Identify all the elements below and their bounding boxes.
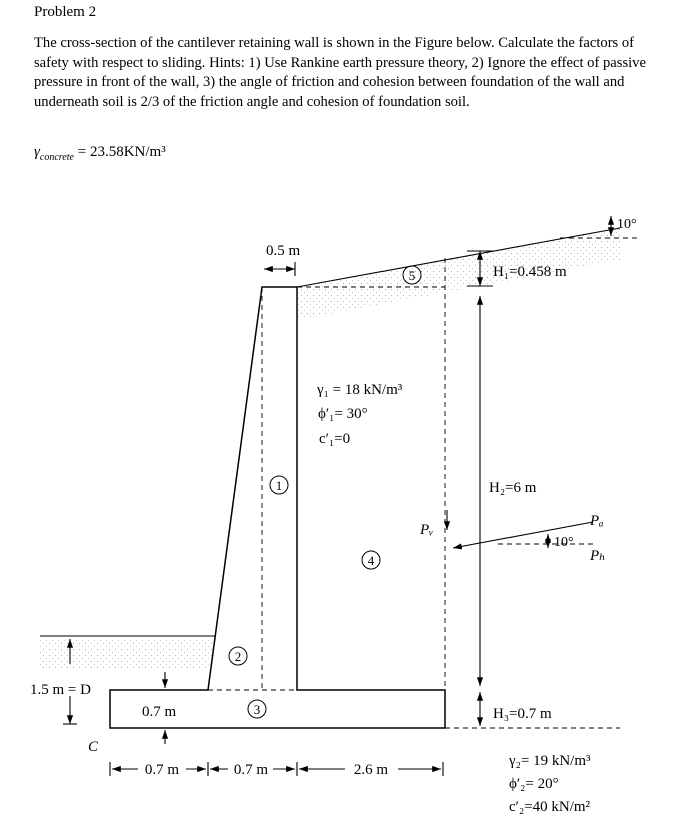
soil1-phi: ϕ′₁= 30°: [318, 406, 368, 422]
problem-statement: The cross-section of the cantilever retaining wall is shown in the Figure below. Calculate the factors of safety with respect to sliding. Hints: 1) Use Rankine earth pressure theory, 2) Ignore the effect of passive pressure in front of the wall, 3) the angle of friction and cohesion between foundation of the wall and underneath soil is 2/3 of the friction angle and cohesion of foundation soil.: [34, 35, 646, 110]
front-depth-label: 1.5 m = D: [30, 682, 91, 698]
ph-label: Pₕ: [590, 548, 606, 564]
soil1-gamma: γ₁ = 18 kN/m³: [317, 382, 403, 398]
region-label-1: 1: [275, 478, 283, 493]
force-angle-label: 10°: [554, 535, 574, 550]
soil2-phi: ϕ′₂= 20°: [509, 776, 559, 792]
gamma-value: = 23.58KN/m³: [73, 144, 166, 160]
base-thickness-label: 0.7 m: [142, 704, 177, 720]
gamma-symbol: γ: [34, 144, 40, 160]
region-label-3: 3: [253, 702, 261, 717]
soil1-cohesion: c′₁=0: [319, 431, 351, 447]
soil2-cohesion: c′₂=40 kN/m²: [509, 799, 591, 815]
h2-label: H₂=6 m: [489, 480, 537, 496]
pv-label: Pᵥ: [420, 522, 434, 538]
region-label-2: 2: [234, 649, 242, 664]
h3-label: H₃=0.7 m: [493, 706, 552, 722]
region-label-4: 4: [367, 553, 375, 568]
problem-heading: Problem 2: [34, 4, 97, 20]
heel-width-label: 2.6 m: [353, 762, 389, 778]
h1-label: H₁=0.458 m: [493, 264, 567, 280]
pa-label: Pₐ: [590, 513, 604, 529]
stem-top-width-label: 0.5 m: [266, 243, 301, 259]
toe-width-label: 0.7 m: [144, 762, 180, 778]
stem-base-width-label: 0.7 m: [233, 762, 269, 778]
soil2-gamma: γ₂= 19 kN/m³: [509, 753, 591, 769]
point-c-label: C: [88, 739, 99, 755]
gamma-subscript: concrete: [39, 152, 74, 163]
front-soil-stipple: [40, 638, 216, 668]
region-label-5: 5: [408, 268, 416, 283]
backfill-surface-stipple: [297, 228, 620, 320]
slope-angle-label: 10°: [617, 217, 637, 232]
